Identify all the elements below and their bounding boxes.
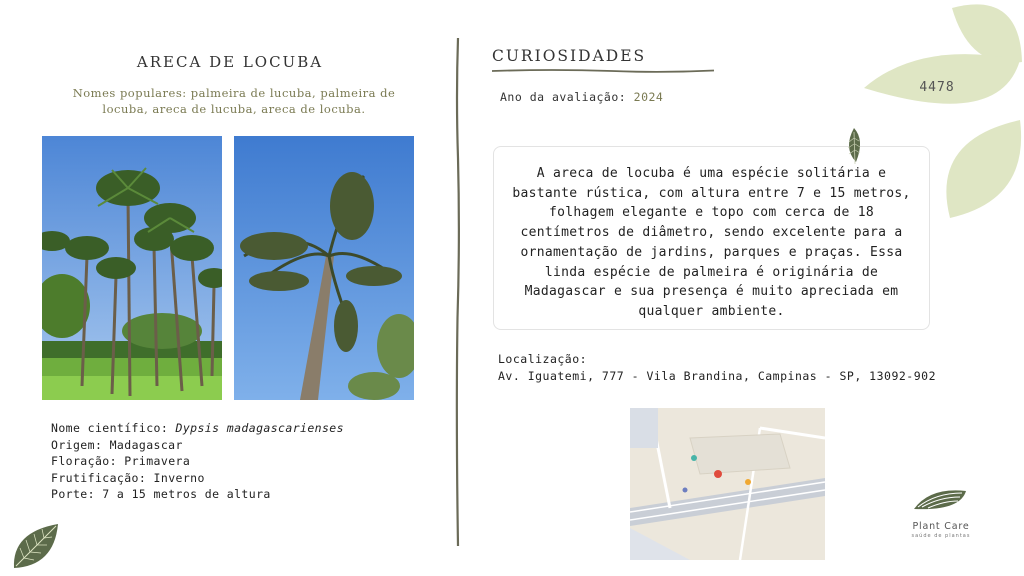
brand-name: Plant Care [912,521,970,532]
evaluation-year [500,90,663,104]
description-card: A areca de locuba é uma espécie solitária e bastante rústica, com altura entre 7 e 15 metros, folhagem elegante e topo com cerca de 18 centímetros de diâmetro, sendo excelente para a ornamentação de jardins, parques e praças. Essa linda espécie de palmeira é originária de Madagascar e sua presença é muito apreciada em qualquer ambiente. [493,146,930,330]
column-divider [455,38,461,546]
decorative-leaves [860,0,1024,230]
title-underline [492,68,714,74]
brand-tagline: saúde de plantas [911,533,971,539]
popular-names-value: palmeira de lucuba, palmeira de locuba, areca de lucuba, areca de locuba. [102,86,396,116]
evaluation-year-label: Ano da avaliação: [500,90,627,104]
location-address: Av. Iguatemi, 777 - Vila Brandina, Campinas - SP, 13092-902 [498,369,936,383]
fact-size: Porte: 7 a 15 metros de altura [51,487,271,501]
fact-flowering: Floração: Primavera [51,454,191,468]
popular-names [48,85,420,117]
palm-grove-photo [42,136,222,400]
location-label: Localização: [498,352,588,366]
palm-closeup-photo [234,136,414,400]
plant-facts [51,420,344,503]
location-map[interactable] [630,408,825,560]
map-pin-icon [714,470,722,478]
fact-origin: Origem: Madagascar [51,437,183,452]
plant-title: ARECA DE LOCUBA [136,53,324,71]
leaf-icon [843,126,865,166]
evaluation-year-value: 2024 [633,90,664,104]
leaf-icon [10,522,60,570]
fact-scientific-name: Nome científico: Dypsis madagascarienses [51,421,344,435]
plant-code-badge: 4478 [919,80,955,95]
popular-names-label: Nomes populares: [72,86,187,100]
fact-fruiting: Frutificação: Inverno [51,470,205,485]
curiosities-title: CURIOSIDADES [492,47,647,65]
